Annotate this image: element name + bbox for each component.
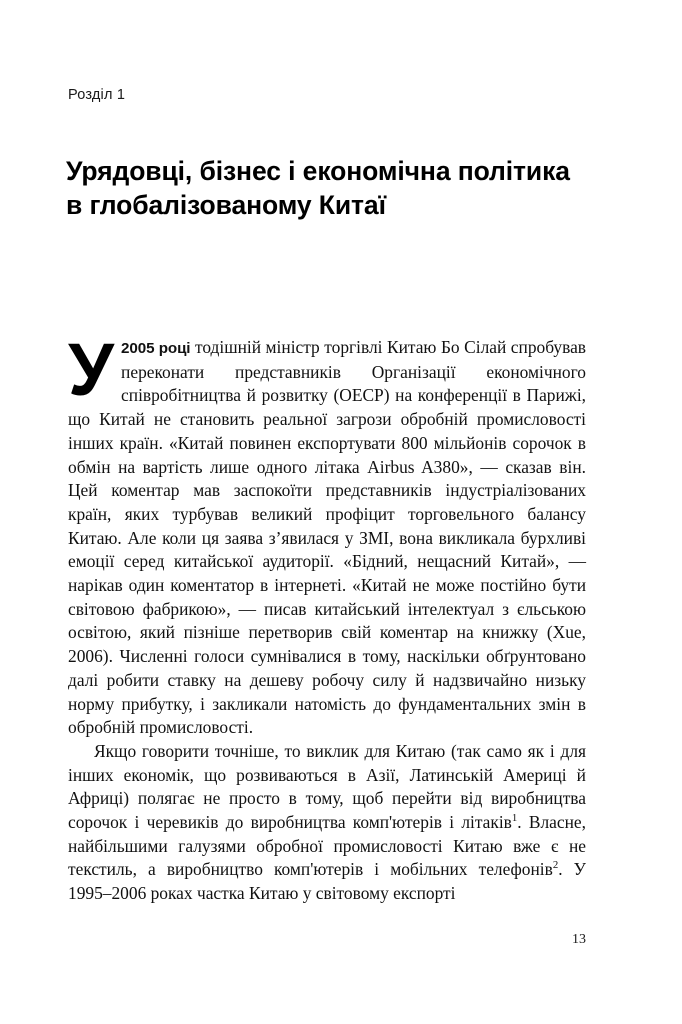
footnote-marker-2: 2 [552,859,559,872]
footnote-marker-1: 1 [511,812,518,825]
page-number: 13 [572,932,586,947]
paragraph-opening-text: тодішній міністр торгівлі Китаю Бо Сілай спробував переконати представників Організації економічного співробітництва й розвитку (ОЕСР) на конференції в Парижі, що Китай не становить реальної загрози обробній промисловості інших країн. «Китай повинен експортувати 800 мільйонів сорочок в обмін на вартість лише одного літака Airbus A380», — сказав він. Цей коментар мав заспокоїти представників індустріалізованих країн, яких турбував великий профіцит торговельного балансу Китаю. Але коли ця заява з’явилася у ЗМІ, вона викликала бурхливі емоції серед китайської аудиторії. «Бідний, нещасний Китай», — нарікав один коментатор в інтернеті. «Китай не може постійно бути світовою фабрикою», — писав китайський інтелектуал з єльською освітою, який пізніше перетворив свій коментар на книжку (Xue, 2006). Численні голоси сумнівалися в тому, наскільки обґрунтовано далі робити ставку на дешеву робочу силу й надзвичайно низьку норму прибутку, і закликали натомість до фундаментальних змін в обробній промисловості. [68,337,587,738]
paragraph-second-text-part-1: Якщо говорити точніше, то виклик для Китаю (так само як і для інших економік, що розвиваються в Азії, Латинській Америці й Африці) полягає не просто в тому, щоб перейти від виробництва сорочок і черевиків до виробництва комп'ютерів і літаків [68,740,586,833]
paragraph-second-text-part-3: . У 1995–2006 роках частка Китаю у світовому експорті [68,859,586,904]
chapter-title-line-1: Урядовці, бізнес і економічна політика [66,155,570,186]
chapter-title-line-2: в глобалізованому Китаї [66,190,386,221]
chapter-label: Розділ 1 [68,87,126,103]
drop-cap: У [68,328,115,411]
paragraph-second [68,740,586,906]
paragraph-opening [68,328,587,740]
lead-in-bold: 2005 році [121,340,191,357]
paragraph-second-text-part-2: . Власне, найбільшими галузями обробної промисловості Китаю вже є не текстиль, а виробництво комп'ютерів і мобільних телефонів [68,812,586,880]
page-title [66,154,596,223]
body-text [68,328,587,906]
